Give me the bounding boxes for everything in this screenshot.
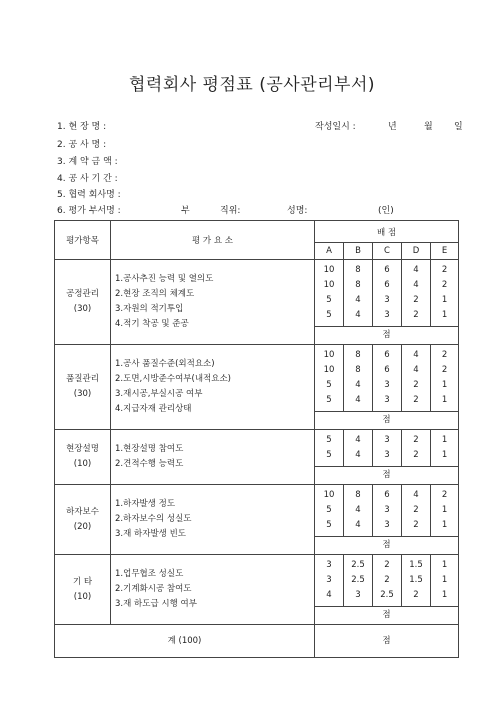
score-value: 4 [355,450,361,460]
score-value: 3 [384,520,390,530]
score-value: 5 [326,505,332,515]
score-value: 3 [384,295,390,305]
score-value: 6 [384,490,390,500]
score-value: 2.5 [351,560,365,570]
score-column [373,345,402,412]
score-value: 3 [384,380,390,390]
evaluation-item: 1.업무협조 성실도 [115,569,184,579]
score-value: 1 [441,590,448,600]
section-point-cell[interactable]: 점 [315,607,459,625]
evaluation-item: 1.하자발생 정도 [115,499,176,509]
score-value: 2 [413,505,419,515]
section-items [111,430,315,485]
score-value: 2 [413,310,419,320]
evaluator-dept-label: 6. 평가 부서명 : [57,206,121,216]
grade-e: E [431,243,459,260]
score-column [431,430,459,467]
score-value: 1 [441,520,448,530]
evaluation-item: 2.현장 조직의 체계도 [115,289,195,299]
score-value: 2 [413,395,419,405]
grade-b: B [344,243,373,260]
score-value: 3 [384,435,390,445]
score-value: 4 [326,590,332,600]
section-point-cell[interactable]: 점 [315,467,459,485]
evaluation-item: 3.재 하자발생 빈도 [115,529,186,539]
section-point-cell[interactable]: 점 [315,412,459,430]
section-category [55,260,111,345]
score-value: 10 [323,265,335,275]
score-column [315,260,344,327]
section-name: 현장설명 [66,444,99,454]
section-items [111,555,315,625]
grade-d: D [402,243,431,260]
score-column [315,555,344,607]
score-value: 2 [413,380,419,390]
score-value: 5 [326,395,332,405]
score-value: 3 [355,590,361,600]
date-label: 작성일시 : [315,122,356,132]
score-value: 2 [413,450,419,460]
header-score: 배 점 [315,221,459,243]
section-category [55,345,111,430]
score-value: 8 [355,280,361,290]
evaluation-item: 2.하자보수의 성실도 [115,514,192,524]
score-value: 4 [355,435,361,445]
score-value: 3 [384,450,390,460]
document-title: 협력회사 평점표 (공사관리부서) [128,75,376,95]
score-value: 4 [355,505,361,515]
evaluation-item: 3.자원의 적기투입 [115,304,184,314]
header-elements: 평 가 요 소 [111,221,315,260]
score-column [315,430,344,467]
score-column [315,345,344,412]
score-value: 8 [355,490,361,500]
score-value: 2 [413,295,419,305]
score-value: 6 [384,350,390,360]
score-value: 4 [413,350,419,360]
evaluation-item: 2.기계화시공 참여도 [115,584,192,594]
score-value: 2 [384,560,390,570]
score-value: 3 [384,505,390,515]
score-value: 4 [355,380,361,390]
score-value: 3 [326,575,332,585]
score-value: 6 [384,365,390,375]
score-column [315,485,344,537]
evaluator-seal: (인) [378,206,394,216]
score-value: 3 [384,395,390,405]
score-value: 1 [441,395,448,405]
evaluation-item: 2.견적수행 능력도 [115,459,184,469]
score-value: 10 [323,280,335,290]
score-column [402,260,431,327]
section-category [55,485,111,555]
score-value: 1 [441,575,448,585]
evaluator-position: 직위: [220,206,241,216]
section-weight: (10) [73,459,92,469]
score-value: 2 [441,350,448,360]
score-value: 1 [441,505,448,515]
score-column [373,260,402,327]
header-category: 평가항목 [55,221,111,260]
info-construction-period: 4. 공 사 기 간 : [57,174,118,184]
score-column [373,430,402,467]
score-value: 1 [441,450,448,460]
grade-a: A [315,243,344,260]
score-value: 1 [441,560,448,570]
score-column [344,430,373,467]
section-name: 품질관리 [66,374,99,384]
score-column [344,345,373,412]
score-value: 2 [441,490,448,500]
section-items [111,345,315,430]
info-contract-amount: 3. 계 약 금 액 : [57,157,118,167]
section-weight: (10) [73,591,92,602]
section-weight: (30) [73,304,92,314]
score-value: 5 [326,380,332,390]
score-value: 2.5 [380,590,394,600]
score-value: 10 [323,365,335,375]
score-value: 2 [441,280,448,290]
section-name: 기 타 [72,576,93,587]
date-day: 일 [454,122,463,132]
score-value: 2 [441,365,448,375]
section-items [111,260,315,345]
evaluation-item: 4.적기 착공 및 준공 [115,319,189,329]
score-value: 2 [413,520,419,530]
score-value: 5 [326,450,332,460]
section-point-cell[interactable]: 점 [315,537,459,555]
evaluation-item: 1.공사 품질수준(외적요소) [115,359,215,369]
section-name: 하자보수 [66,506,99,517]
score-value: 8 [355,350,361,360]
score-value: 6 [384,265,390,275]
score-column [431,345,459,412]
score-column [402,485,431,537]
score-value: 1 [441,295,448,305]
evaluation-item: 3.재시공,부실시공 여부 [115,389,203,399]
total-label: 계 (100) [55,625,315,658]
score-value: 1 [441,380,448,390]
section-weight: (20) [73,521,92,532]
score-value: 8 [355,265,361,275]
score-column [431,260,459,327]
section-weight: (30) [73,389,92,399]
score-value: 5 [326,295,332,305]
evaluator-name: 성명: [287,206,308,216]
total-point-cell[interactable]: 점 [315,625,459,658]
score-value: 5 [326,520,332,530]
score-value: 5 [326,435,332,445]
evaluation-item: 4.지급자재 관리상태 [115,404,192,414]
score-column [402,345,431,412]
score-value: 4 [355,520,361,530]
section-category [55,555,111,625]
score-column [344,555,373,607]
score-value: 3 [384,310,390,320]
section-point-cell[interactable]: 점 [315,327,459,345]
score-value: 2 [413,435,419,445]
score-column [373,485,402,537]
score-value: 4 [413,265,419,275]
score-column [431,485,459,537]
score-value: 2.5 [351,575,365,585]
score-value: 4 [413,490,419,500]
score-value: 1 [441,310,448,320]
score-value: 1.5 [409,560,423,570]
score-value: 10 [323,490,335,500]
score-value: 4 [413,280,419,290]
evaluation-item: 3.재 하도급 시행 여부 [115,599,197,609]
score-value: 4 [355,310,361,320]
section-items [111,485,315,555]
info-project-name: 2. 공 사 명 : [57,140,107,150]
score-column [431,555,459,607]
grade-c: C [373,243,402,260]
evaluator-bu: 부 [181,206,190,216]
date-year: 년 [388,122,397,132]
score-value: 2 [441,265,448,275]
score-value: 6 [384,280,390,290]
score-value: 4 [355,295,361,305]
score-value: 3 [326,560,332,570]
evaluation-item: 2.도면,시방준수여부(내적요소) [115,374,231,384]
score-column [344,260,373,327]
score-value: 2 [413,590,419,600]
section-name: 공정관리 [66,289,99,299]
section-category [55,430,111,485]
score-value: 8 [355,365,361,375]
score-value: 2 [384,575,390,585]
info-partner-company: 5. 협력 회사명 : [57,190,121,200]
score-value: 1 [441,435,448,445]
date-month: 월 [424,122,433,132]
evaluation-item: 1.현장설명 참여도 [115,444,184,454]
score-column [344,485,373,537]
info-site-name: 1. 현 장 명 : [57,122,107,132]
evaluation-table [54,220,459,658]
score-value: 1.5 [409,575,423,585]
score-value: 10 [323,350,335,360]
info-evaluator [57,203,457,215]
score-column [402,555,431,607]
evaluation-item: 1.공사추진 능력 및 열의도 [115,274,214,284]
score-value: 4 [355,395,361,405]
score-value: 5 [326,310,332,320]
score-column [402,430,431,467]
score-value: 4 [413,365,419,375]
score-column [373,555,402,607]
